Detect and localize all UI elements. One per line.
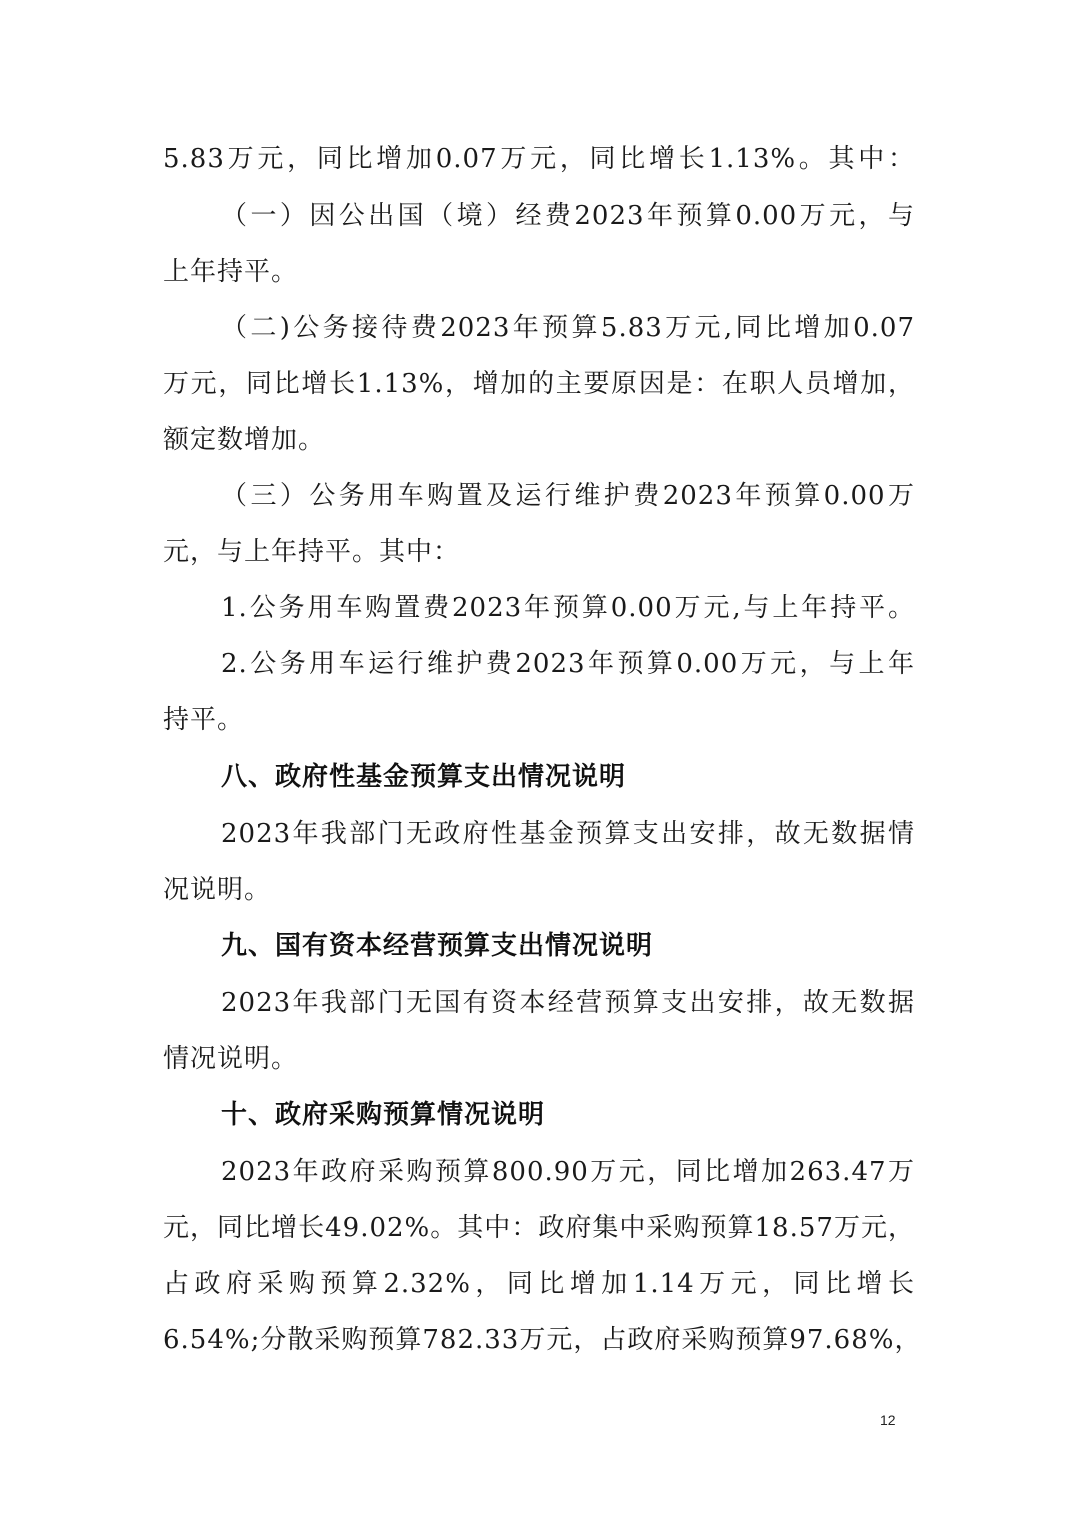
- body-line: 2.公务用车运行维护费2023年预算0.00万元，与上年: [221, 649, 915, 679]
- body-line: （二)公务接待费2023年预算5.83万元,同比增加0.07: [221, 313, 915, 343]
- body-line: 额定数增加。: [163, 425, 326, 455]
- section-heading-procurement: 十、政府采购预算情况说明: [221, 1100, 546, 1130]
- body-line: （一）因公出国（境）经费2023年预算0.00万元，与: [221, 201, 915, 231]
- section-heading-government-fund: 八、政府性基金预算支出情况说明: [221, 762, 627, 792]
- body-line: 持平。: [163, 705, 245, 735]
- body-line: 1.公务用车购置费2023年预算0.00万元,与上年持平。: [221, 593, 915, 623]
- body-line: （三）公务用车购置及运行维护费2023年预算0.00万: [221, 481, 915, 511]
- body-line: 5.83万元，同比增加0.07万元，同比增长1.13%。其中：: [163, 144, 915, 174]
- body-line: 万元，同比增长1.13%，增加的主要原因是：在职人员增加，: [163, 369, 915, 399]
- body-line: 占政府采购预算2.32%，同比增加1.14万元，同比增长: [163, 1269, 915, 1299]
- body-line: 元，同比增长49.02%。其中：政府集中采购预算18.57万元，: [163, 1213, 915, 1243]
- body-line: 上年持平。: [163, 257, 299, 287]
- body-line: 2023年政府采购预算800.90万元，同比增加263.47万: [221, 1157, 915, 1187]
- section-heading-state-capital: 九、国有资本经营预算支出情况说明: [221, 931, 654, 961]
- body-line: 6.54%;分散采购预算782.33万元，占政府采购预算97.68%，: [163, 1325, 922, 1355]
- body-line: 2023年我部门无政府性基金预算支出安排，故无数据情: [221, 819, 915, 849]
- body-line: 况说明。: [163, 875, 272, 905]
- body-line: 元，与上年持平。其中：: [163, 537, 461, 567]
- body-line: 2023年我部门无国有资本经营预算支出安排，故无数据: [221, 988, 915, 1018]
- body-line: 情况说明。: [163, 1044, 299, 1074]
- page-number: 12: [880, 1412, 896, 1428]
